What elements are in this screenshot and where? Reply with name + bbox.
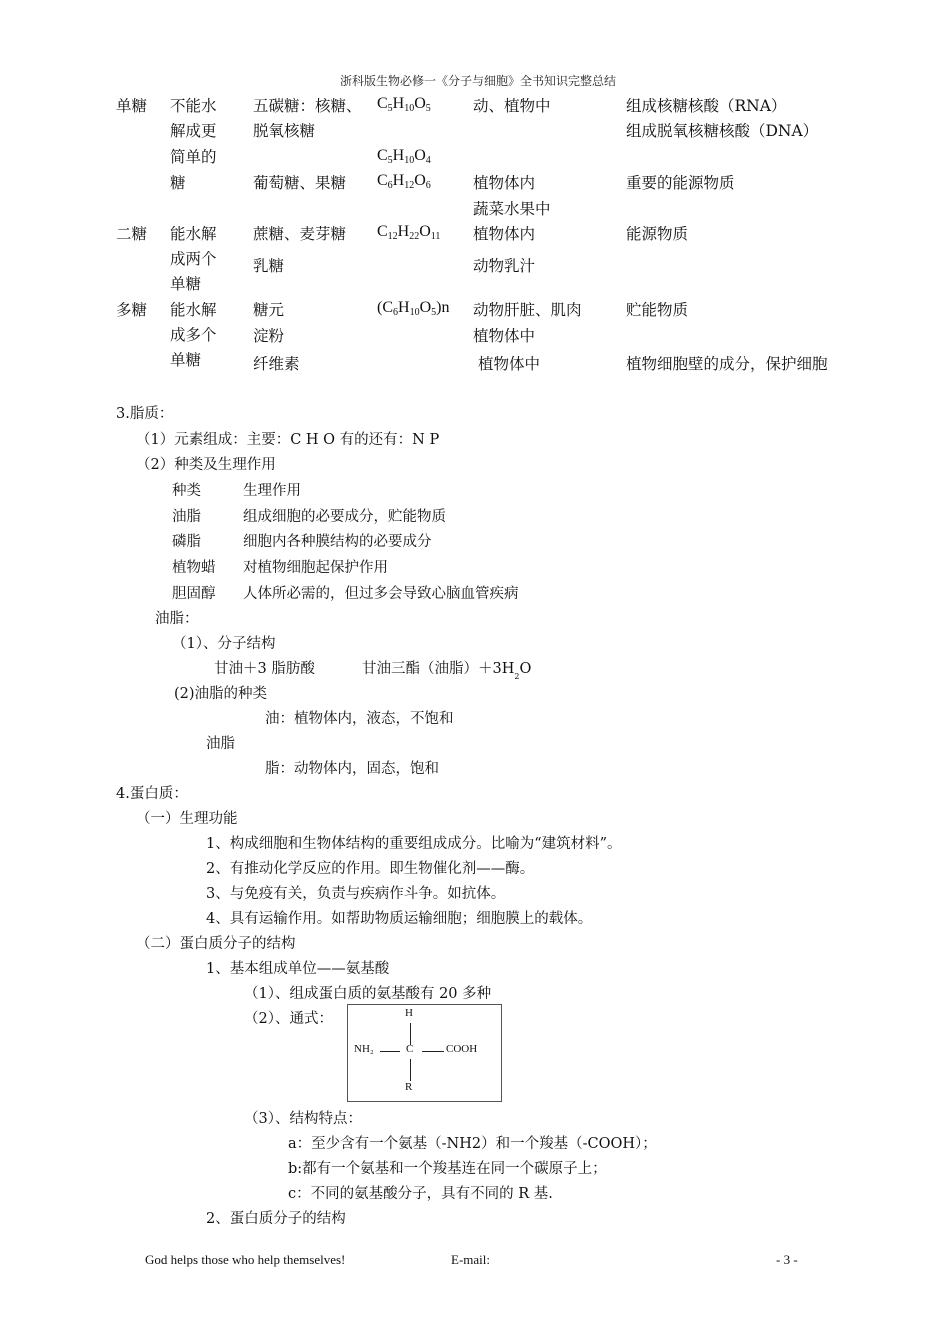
sugar-desc: 不能水 <box>170 97 217 115</box>
sugar-formula: $C_5H_{10}O_4$ <box>377 147 431 166</box>
protein-molecule-structure: 2、蛋白质分子的结构 <box>206 1211 346 1227</box>
sugar-formula: $C_5H_{10}O_5$ <box>377 95 431 114</box>
sugar-category: 单糖 <box>116 97 148 115</box>
sugar-distribution: 植物体中 <box>473 327 536 345</box>
sugar-name: 五碳糖：核糖、 <box>253 97 362 115</box>
protein-function-item: 4、具有运输作用。如帮助物质运输细胞；细胞膜上的载体。 <box>206 911 593 927</box>
diagram-r: R <box>405 1081 413 1093</box>
sugar-function: 组成脱氧核糖核酸（DNA） <box>626 122 819 140</box>
lipid-role: 人体所必需的，但过多会导致心脑血管疾病 <box>243 586 519 602</box>
sugar-name: 淀粉 <box>253 327 285 345</box>
diagram-bond-right <box>422 1051 444 1052</box>
sugar-function: 能源物质 <box>626 225 689 243</box>
sugar-distribution: 动、植物中 <box>473 97 551 115</box>
sugar-distribution: 动物乳汁 <box>473 257 536 275</box>
sugar-name: 糖元 <box>253 301 285 319</box>
sugar-desc: 糖 <box>170 174 186 192</box>
amino-acid-structure-diagram <box>347 1004 502 1102</box>
sugar-name: 脱氧核糖 <box>253 122 316 140</box>
lipid-role: 细胞内各种膜结构的必要成分 <box>243 534 432 550</box>
sugar-desc: 简单的 <box>170 148 217 166</box>
protein-title: 4.蛋白质： <box>116 786 188 802</box>
sugar-name: 纤维素 <box>253 355 300 373</box>
sugar-desc: 成多个 <box>170 326 217 344</box>
structure-feature: a：至少含有一个氨基（-NH2）和一个羧基（-COOH）； <box>288 1136 657 1152</box>
sugar-desc: 能水解 <box>170 301 217 319</box>
diagram-bond-left <box>380 1051 400 1052</box>
oil-structure-title: （1）、分子结构 <box>172 636 276 652</box>
structure-feature: b:都有一个氨基和一个羧基连在同一个碳原子上； <box>288 1161 607 1177</box>
amino-acid-unit: 1、基本组成单位——氨基酸 <box>206 961 390 977</box>
diagram-bond-bottom <box>410 1059 411 1081</box>
lipid-table-header-role: 生理作用 <box>243 483 301 499</box>
sugar-distribution: 植物体内 <box>473 225 536 243</box>
sugar-desc: 单糖 <box>170 351 202 369</box>
sugar-desc: 单糖 <box>170 275 202 293</box>
sugar-category: 多糖 <box>116 301 148 319</box>
sugar-name: 蔗糖、麦芽糖 <box>253 225 347 243</box>
sugar-formula: $(C_6H_{10}O_5)n$ <box>377 299 450 318</box>
protein-function-item: 2、有推动化学反应的作用。即生物催化剂——酶。 <box>206 861 535 877</box>
structure-feature: c：不同的氨基酸分子，具有不同的 R 基. <box>288 1186 553 1202</box>
sugar-desc: 成两个 <box>170 250 217 268</box>
sugar-desc: 解成更 <box>170 122 217 140</box>
sugar-distribution: 植物体内 <box>473 174 536 192</box>
general-formula-label: （2）、通式： <box>244 1011 333 1027</box>
lipid-kind: 胆固醇 <box>172 586 216 602</box>
oil-equation-left: 甘油＋3 脂肪酸 <box>214 661 315 677</box>
lipid-kind: 油脂 <box>172 509 201 525</box>
protein-function-item: 1、构成细胞和生物体结构的重要组成成分。比喻为“建筑材料”。 <box>206 836 622 852</box>
lipid-kind: 植物蜡 <box>172 560 216 576</box>
oil-kinds-title: (2)油脂的种类 <box>174 686 268 702</box>
oil-title: 油脂： <box>155 611 199 627</box>
diagram-cooh: COOH <box>446 1043 478 1055</box>
footer-motto: God helps those who help themselves! <box>145 1252 346 1267</box>
sugar-formula: $C_{12}H_{22}O_{11}$ <box>377 223 441 242</box>
sugar-distribution: 动物肝脏、肌肉 <box>473 301 582 319</box>
sugar-distribution: 蔬菜水果中 <box>473 200 551 218</box>
oil-kind-oil: 油：植物体内，液态，不饱和 <box>265 711 454 727</box>
diagram-c: C <box>406 1043 414 1055</box>
lipid-title: 3.脂质： <box>116 406 174 422</box>
sugar-desc: 能水解 <box>170 225 217 243</box>
oil-equation-right: 甘油三酯（油脂）$+3H_2O$ <box>362 661 532 681</box>
sugar-formula: $C_6H_{12}O_6$ <box>377 172 431 191</box>
footer-email: E-mail: <box>451 1252 490 1267</box>
lipid-role: 对植物细胞起保护作用 <box>243 560 388 576</box>
diagram-nh2: NH₂ <box>354 1043 374 1055</box>
oil-kind-fat: 脂：动物体内，固态，饱和 <box>265 761 439 777</box>
sugar-function: 贮能物质 <box>626 301 689 319</box>
protein-function-item: 3、与免疫有关，负责与疾病作斗争。如抗体。 <box>206 886 506 902</box>
lipid-elements: （1）元素组成：主要：C H O 有的还有：N P <box>136 432 440 448</box>
sugar-category: 二糖 <box>116 225 148 243</box>
footer-page-number: - 3 - <box>776 1252 798 1267</box>
protein-structure-title: （二）蛋白质分子的结构 <box>136 936 296 952</box>
oil-group-label: 油脂 <box>206 736 235 752</box>
lipid-role: 组成细胞的必要成分，贮能物质 <box>243 509 446 525</box>
sugar-distribution: 植物体中 <box>478 355 541 373</box>
sugar-function: 组成核糖核酸（RNA） <box>626 97 787 115</box>
structure-features-title: （3）、结构特点： <box>244 1111 362 1127</box>
diagram-bond-top <box>410 1023 411 1045</box>
sugar-name: 乳糖 <box>253 257 285 275</box>
page-header: 浙科版生物必修一《分子与细胞》全书知识完整总结 <box>340 74 617 88</box>
lipid-kinds-title: （2）种类及生理作用 <box>136 457 276 473</box>
sugar-name: 葡萄糖、果糖 <box>253 174 347 192</box>
lipid-table-header-kind: 种类 <box>172 483 201 499</box>
amino-acid-count: （1）、组成蛋白质的氨基酸有 20 多种 <box>244 986 492 1002</box>
diagram-h: H <box>405 1007 413 1019</box>
protein-function-title: （一）生理功能 <box>136 811 238 827</box>
lipid-kind: 磷脂 <box>172 534 201 550</box>
sugar-function: 重要的能源物质 <box>626 174 735 192</box>
sugar-function: 植物细胞壁的成分，保护细胞 <box>626 355 828 373</box>
